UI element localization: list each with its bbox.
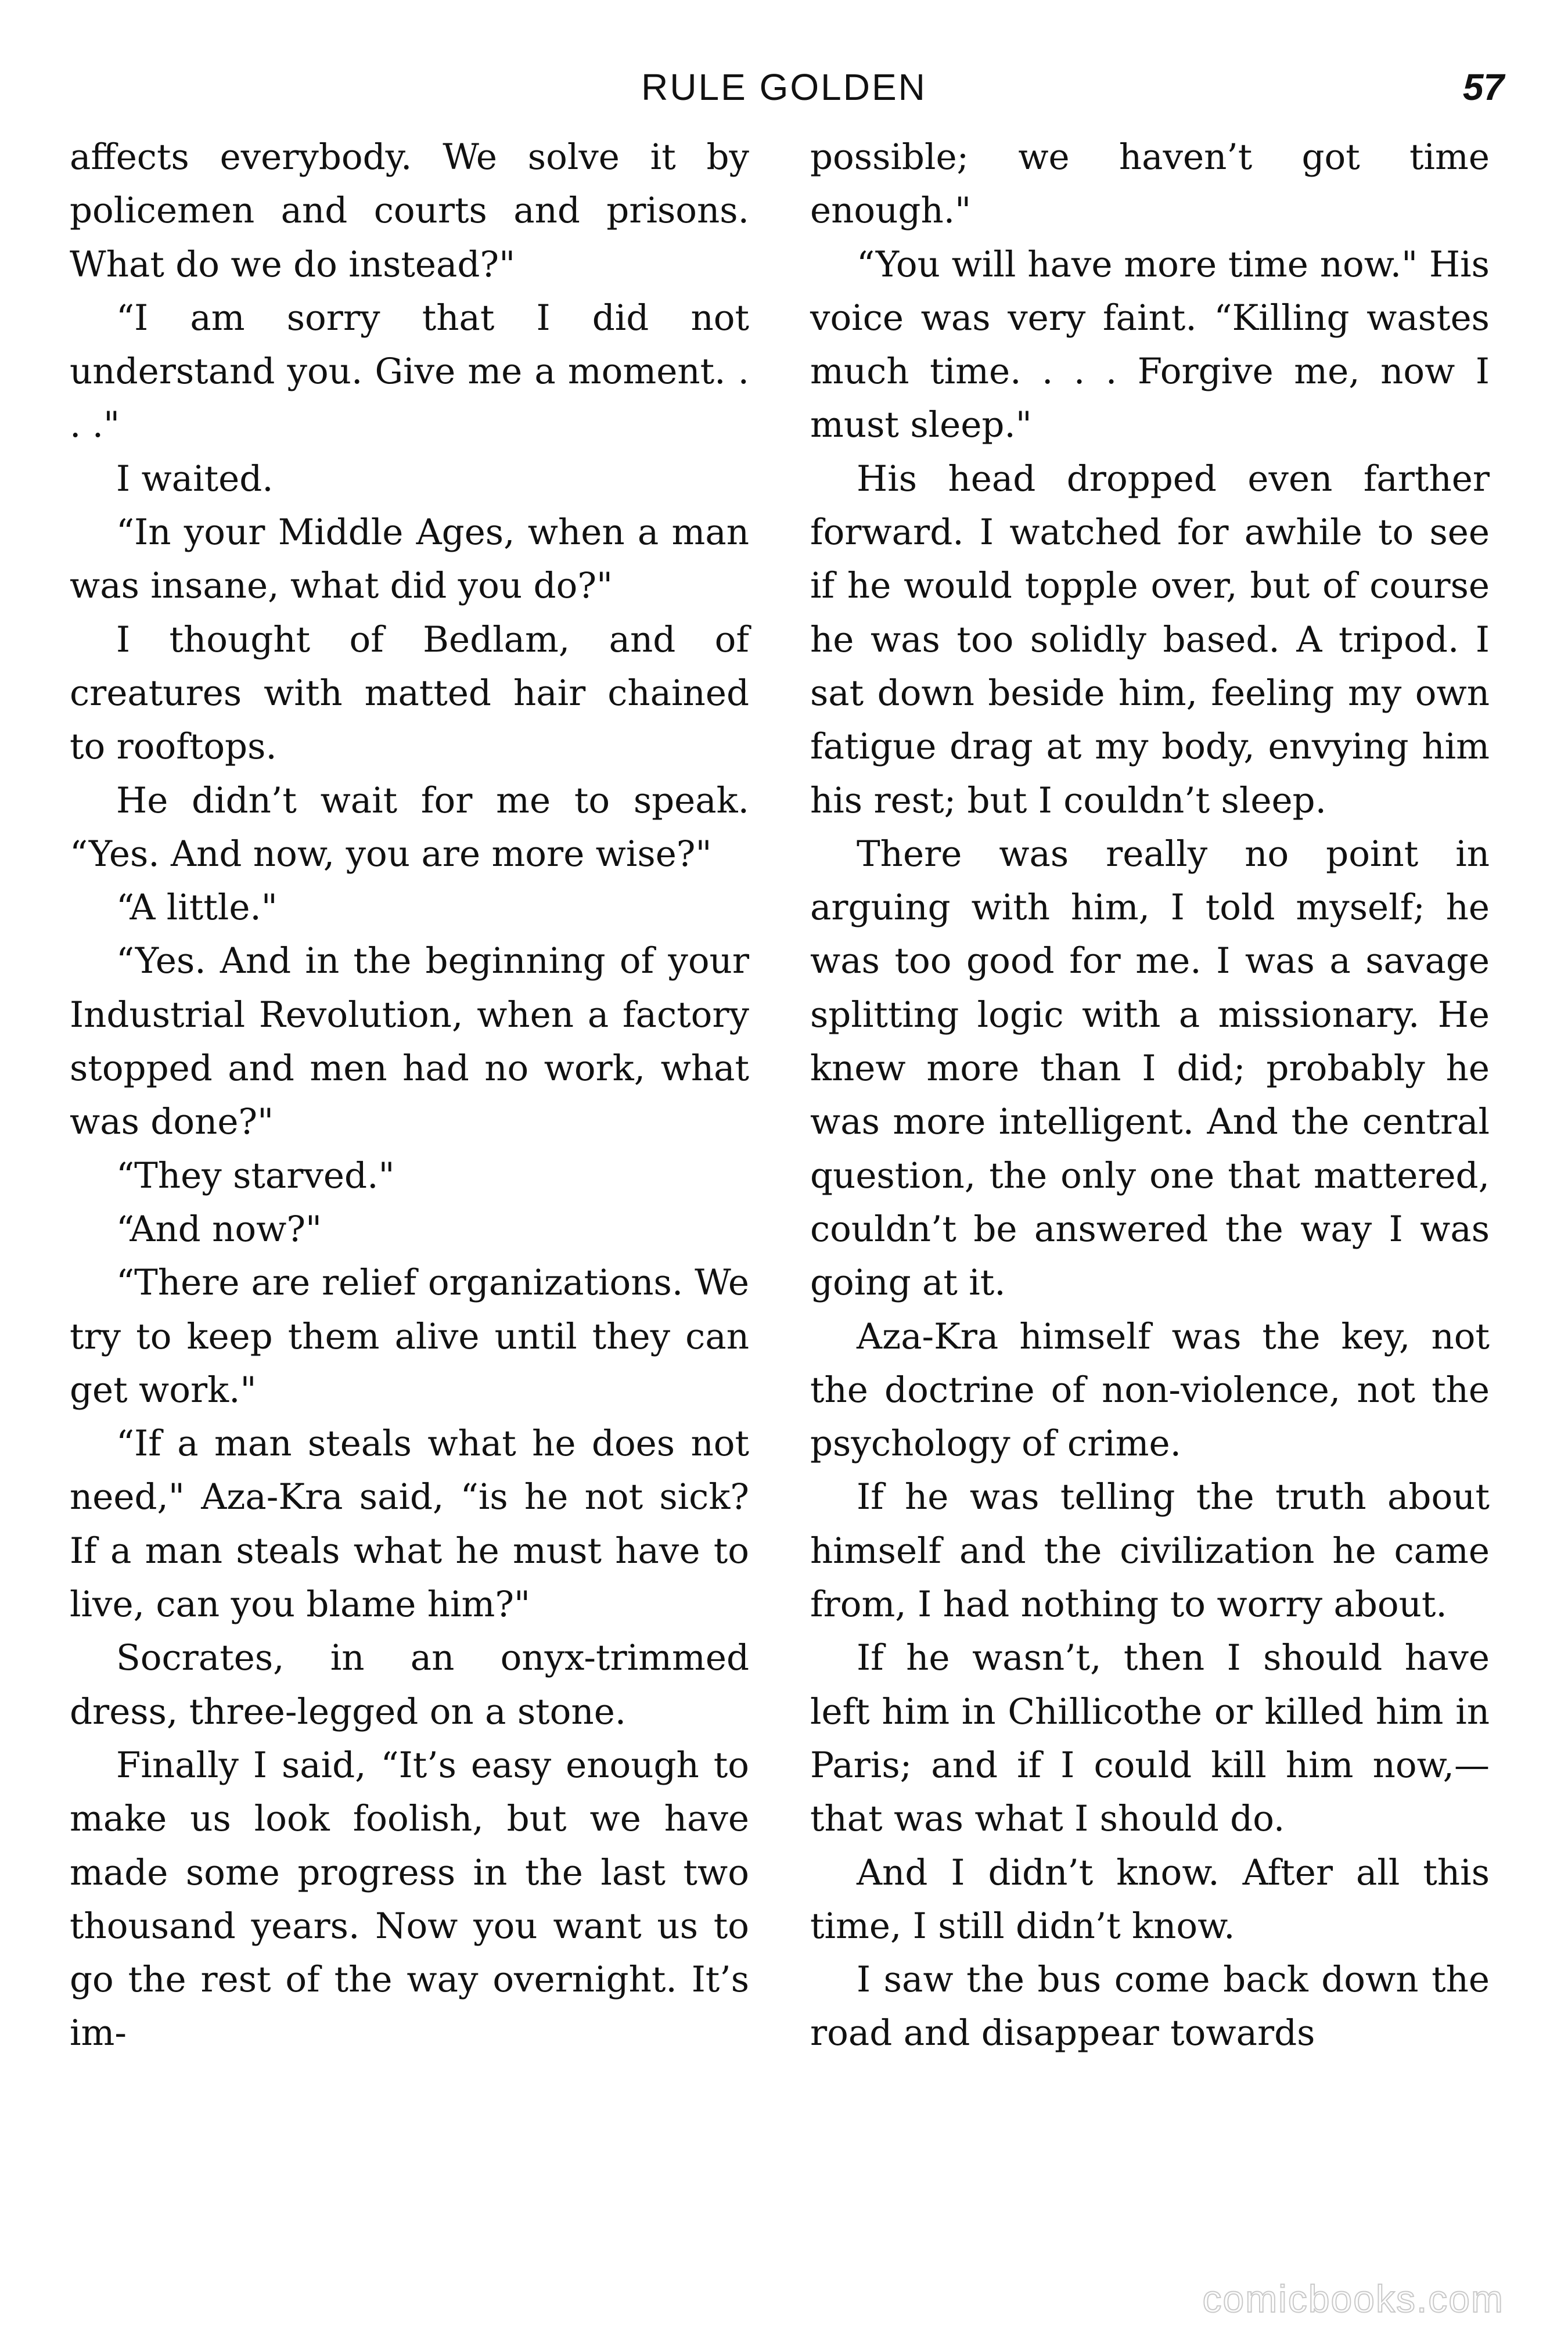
paragraph: “You will have more time now." His voice was very faint. “Killing wastes much time. . . . Forgive me, now I must sleep." xyxy=(810,243,1490,446)
watermark: comicbooks.com xyxy=(1202,2277,1504,2320)
paragraph: “I am sorry that I did not understand you. Give me a moment. . . ." xyxy=(70,297,749,446)
running-head-title: RULE GOLDEN xyxy=(641,66,927,108)
paragraph: “Yes. And in the beginning of your Industrial Revolution, when a factory stopped and men had no work, what was done?" xyxy=(70,940,749,1143)
paragraph: I saw the bus come back down the road and disappear towards xyxy=(810,1959,1490,2054)
paragraph: He didn’t wait for me to speak. “Yes. And now, you are more wise?" xyxy=(70,779,749,875)
paragraph: “A little." xyxy=(116,887,278,929)
paragraph: “There are relief organizations. We try to keep them alive until they can get work." xyxy=(70,1262,749,1411)
paragraph: Aza-Kra himself was the key, not the doctrine of non-violence, not the psychology of crime. xyxy=(810,1315,1490,1465)
paragraph: There was really no point in arguing with him, I told myself; he was too good for me. I was a savage splitting logic with a missionary. He knew more than I did; probably he was more intelligent. And the central question, the only one that mattered, couldn’t be answered the way I was going at it. xyxy=(810,833,1490,1304)
paragraph: Socrates, in an onyx-trimmed dress, three-legged on a stone. xyxy=(70,1637,749,1732)
paragraph: And I didn’t know. After all this time, I still didn’t know. xyxy=(810,1852,1490,1947)
paragraph: “And now?" xyxy=(116,1208,322,1250)
paragraph: I waited. xyxy=(116,458,274,499)
paragraph: “If a man steals what he does not need," Aza-Kra said, “is he not sick? If a man steals what he must have to live, can you blame him?" xyxy=(70,1423,749,1626)
paragraph: I thought of Bedlam, and of creatures with matted hair chained to rooftops. xyxy=(70,619,749,768)
paragraph: If he wasn’t, then I should have left him in Chillicothe or killed him in Paris; and if I could kill him now,—that was what I should do. xyxy=(810,1637,1490,1840)
running-head xyxy=(0,55,1568,119)
left-text-column xyxy=(70,131,749,2061)
right-text-column xyxy=(810,131,1490,2061)
paragraph: possible; we haven’t got time enough." xyxy=(810,136,1490,232)
paragraph: affects everybody. We solve it by policemen and courts and prisons. What do we do instead?" xyxy=(70,136,749,285)
page-number: 57 xyxy=(1462,66,1504,108)
paragraph: “They starved." xyxy=(116,1155,395,1196)
paragraph: His head dropped even farther forward. I watched for awhile to see if he would topple over, but of course he was too solidly based. A tripod. I sat down beside him, feeling my own fatigue drag at my body, envying him his rest; but I couldn’t sleep. xyxy=(810,458,1490,821)
paragraph: “In your Middle Ages, when a man was insane, what did you do?" xyxy=(70,512,749,607)
paragraph: If he was telling the truth about himself and the civilization he came from, I had nothing to worry about. xyxy=(810,1476,1490,1626)
paragraph: Finally I said, “It’s easy enough to make us look foolish, but we have made some progress in the last two thousand years. Now you want us to go the rest of the way overnight. It’s im- xyxy=(70,1744,749,2054)
